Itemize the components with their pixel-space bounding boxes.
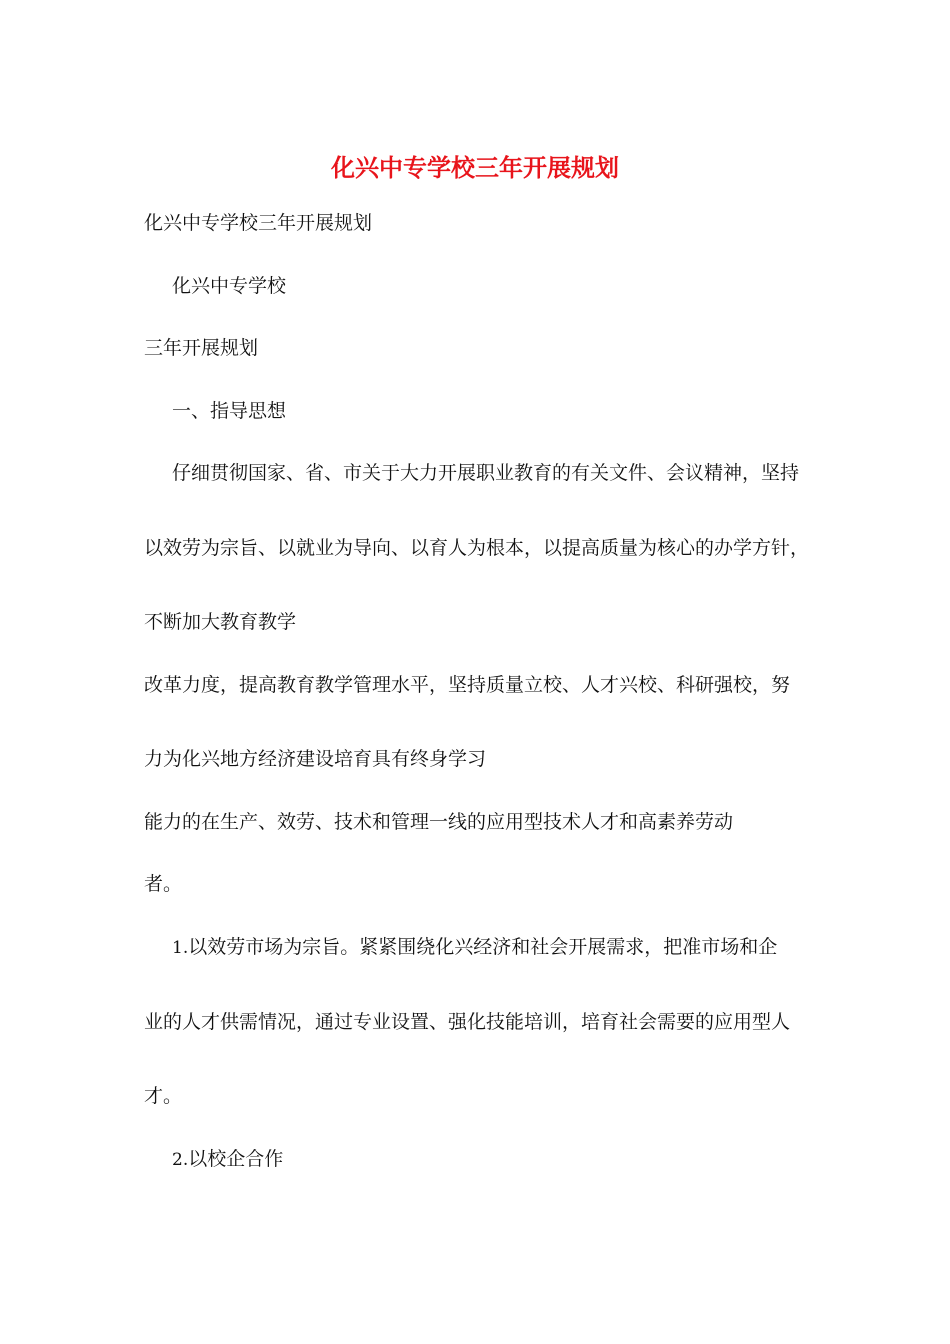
doc-line-school: 化兴中专学校 [172, 275, 287, 297]
paragraph-line: 力为化兴地方经济建设培育具有终身学习 [144, 748, 487, 770]
list-item-text: 以效劳市场为宗旨。紧紧围绕化兴经济和社会开展需求，把准市场和企 [188, 936, 778, 958]
document-title: 化兴中专学校三年开展规划 [331, 153, 619, 182]
list-item-number: 1. [172, 938, 189, 958]
paragraph-line: 以效劳为宗旨、以就业为导向、以育人为根本，以提高质量为核心的办学方针， [144, 537, 810, 559]
list-item-text: 以校企合作 [188, 1148, 284, 1170]
paragraph-line: 仔细贯彻国家、省、市关于大力开展职业教育的有关文件、会议精神，坚持 [172, 462, 800, 484]
doc-line-plan: 三年开展规划 [144, 337, 259, 359]
paragraph-line: 业的人才供需情况，通过专业设置、强化技能培训，培育社会需要的应用型人 [144, 1011, 791, 1033]
list-item-2-line [172, 1145, 283, 1174]
doc-line-subtitle: 化兴中专学校三年开展规划 [144, 212, 373, 234]
list-item-number: 2. [172, 1150, 189, 1170]
paragraph-line: 才。 [144, 1085, 183, 1107]
list-item-1-line [172, 933, 777, 962]
paragraph-line: 者。 [144, 873, 183, 895]
paragraph-line: 能力的在生产、效劳、技术和管理一线的应用型技术人才和高素养劳动 [144, 811, 734, 833]
section-heading-guiding-idea: 一、指导思想 [172, 400, 287, 422]
paragraph-line: 改革力度，提高教育教学管理水平，坚持质量立校、人才兴校、科研强校，努 [144, 674, 791, 696]
paragraph-line: 不断加大教育教学 [144, 611, 297, 633]
